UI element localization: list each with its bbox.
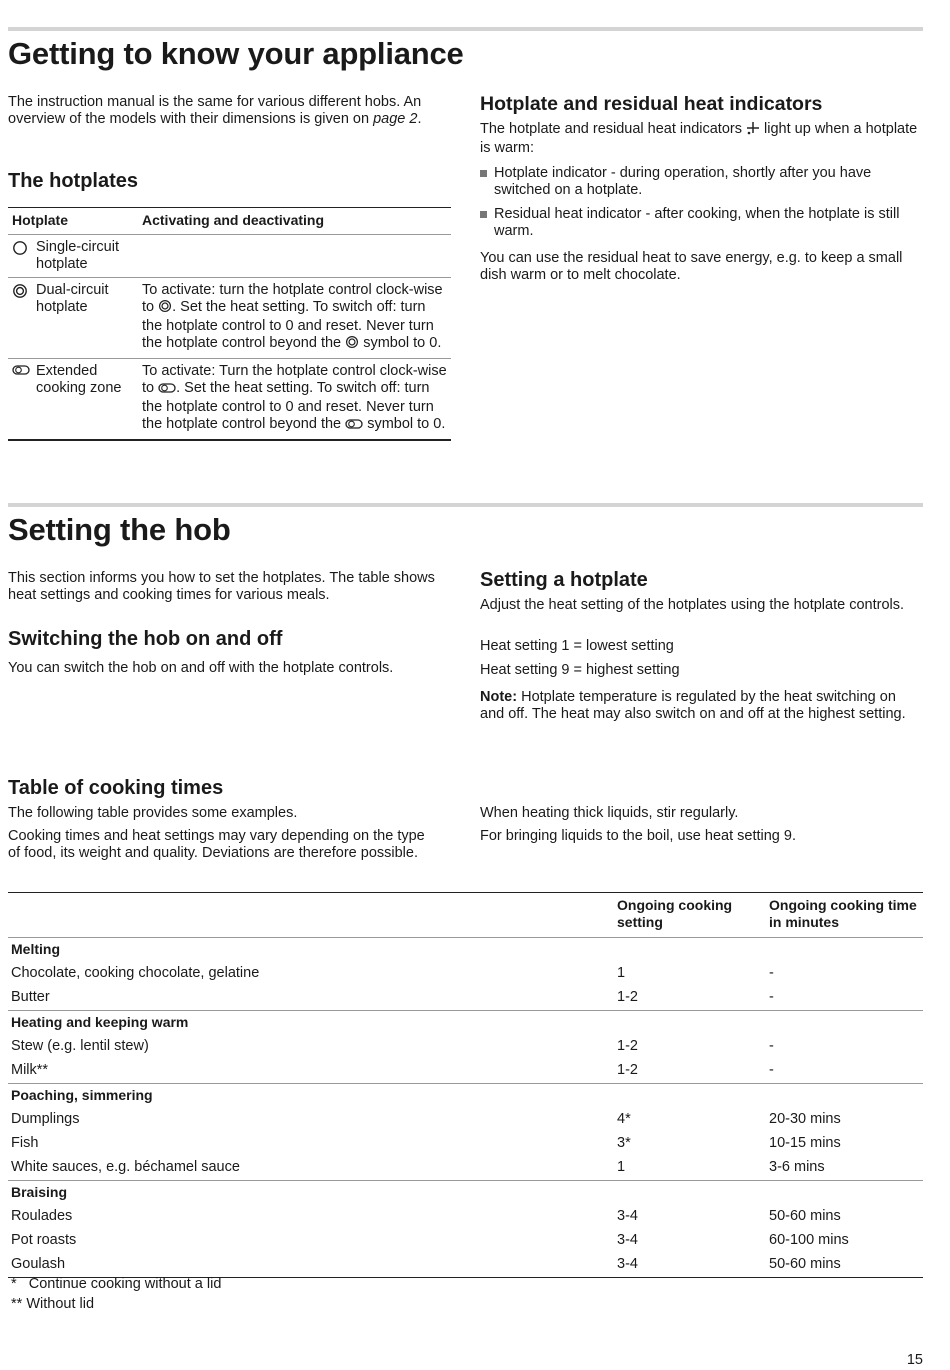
column-header-food (8, 893, 614, 938)
list-item: Hotplate indicator - during operation, shortly after you have switched on a hotplate. (480, 165, 920, 199)
residual-heat-paragraph: You can use the residual heat to save energy, e.g. to keep a small dish warm or to melt chocolate. (480, 250, 903, 283)
intro-paragraph: The instruction manual is the same for various different hobs. An overview of the models with their dimensions is given on page 2. (8, 94, 422, 127)
section-rule (8, 503, 923, 507)
residual-heat-indicator-icon (746, 121, 760, 140)
cooking-times-heading: Table of cooking times (8, 777, 224, 799)
page-reference: page 2 (373, 111, 418, 127)
bullet-square-icon (480, 170, 487, 177)
category-row: Braising (11, 1184, 68, 1200)
table-row (8, 278, 451, 359)
table-row: Stew (e.g. lentil stew) 1-2 - (11, 1038, 774, 1054)
dual-circuit-icon (12, 282, 36, 316)
section-rule (8, 27, 923, 31)
table-row: Chocolate, cooking chocolate, gelatine 1 - (11, 965, 774, 981)
table-row: Roulades 3-4 50-60 mins (11, 1208, 841, 1224)
section-title-appliance: Getting to know your appliance (8, 36, 464, 71)
section-intro: This section informs you how to set the hotplates. The table shows heat settings and cooking times for various meals. (8, 570, 435, 603)
switching-heading: Switching the hob on and off (8, 628, 283, 650)
column-header-hotplate: Hotplate (8, 208, 138, 235)
category-row: Melting (11, 941, 60, 957)
category-row: Poaching, simmering (11, 1087, 153, 1103)
table-header-row (8, 208, 451, 235)
single-circuit-icon (12, 239, 36, 273)
setting-paragraph: Adjust the heat setting of the hotplates using the hotplate controls. (480, 597, 905, 613)
table-row: Butter 1-2 - (8, 986, 923, 1011)
hotplate-description (138, 235, 451, 278)
bullet-square-icon (480, 211, 487, 218)
table-row (8, 359, 451, 441)
list-item: Residual heat indicator - after cooking, when the hotplate is still warm. (480, 206, 920, 240)
switching-paragraph: You can switch the hob on and off with the hotplate controls. (8, 660, 394, 676)
table-header-row (8, 893, 923, 938)
heat-setting-highest: Heat setting 9 = highest setting (480, 662, 680, 678)
table-row (8, 235, 451, 278)
extended-zone-icon (345, 418, 363, 435)
hotplate-description: To activate: turn the hotplate control clock-wise to . Set the heat setting. To switch off: turn the hotplate control to 0 and reset. Never turn the hotplate control beyond the symbol to 0. (138, 278, 451, 359)
cooking-times-paragraph: The following table provides some examples. (8, 805, 298, 821)
table-row: Pot roasts 3-4 60-100 mins (11, 1232, 849, 1248)
hotplate-name: Dual-circuit hotplate (36, 282, 109, 315)
boiling-tip: For bringing liquids to the boil, use heat setting 9. (480, 828, 796, 844)
indicators-paragraph: The hotplate and residual heat indicators light up when a hotplate is warm: (480, 121, 918, 156)
category-row: Heating and keeping warm (11, 1014, 189, 1030)
extended-zone-icon (158, 382, 176, 399)
extended-zone-icon (12, 363, 36, 397)
dual-circuit-icon (158, 299, 172, 318)
table-row: Milk** 1-2 - (8, 1059, 923, 1084)
hotplate-name: Single-circuit hotplate (36, 239, 119, 272)
setting-hotplate-heading: Setting a hotplate (480, 569, 648, 591)
table-row: Fish 3* 10-15 mins (11, 1135, 841, 1151)
column-header-setting: Ongoing cooking setting (614, 893, 766, 938)
section-title-setting-hob: Setting the hob (8, 512, 231, 547)
dual-circuit-icon (345, 335, 359, 354)
cooking-times-table (8, 892, 923, 1278)
table-row: Dumplings 4* 20-30 mins (11, 1111, 841, 1127)
table-row: Goulash 3-4 50-60 mins (8, 1253, 923, 1278)
column-header-time: Ongoing cooking time in minutes (766, 893, 923, 938)
column-header-activating: Activating and deactivating (138, 208, 451, 235)
note-paragraph: Note: Hotplate temperature is regulated by the heat switching on and off. The heat may also switch on and off at the highest setting. (480, 689, 906, 722)
hotplate-name: Extended cooking zone (36, 363, 122, 396)
indicators-bullet-list (480, 165, 920, 247)
indicators-heading: Hotplate and residual heat indicators (480, 93, 823, 115)
footnote-no-lid-continue: * Continue cooking without a lid (11, 1276, 222, 1292)
hotplate-description: To activate: Turn the hotplate control clock-wise to . Set the heat setting. To switch off: turn the hotplate control to 0 and reset. Never turn the hotplate control beyond the symbol to 0. (138, 359, 451, 441)
footnote-without-lid: ** Without lid (11, 1296, 95, 1312)
hotplates-table (8, 207, 451, 441)
page-number: 15 (906, 1352, 923, 1368)
thick-liquids-tip: When heating thick liquids, stir regularly. (480, 805, 739, 821)
hotplates-heading: The hotplates (8, 170, 139, 192)
cooking-times-paragraph: Cooking times and heat settings may vary depending on the type of food, its weight and quality. Deviations are therefore possible. (8, 828, 425, 861)
note-label: Note: (480, 689, 518, 705)
heat-setting-lowest: Heat setting 1 = lowest setting (480, 638, 674, 654)
table-row: White sauces, e.g. béchamel sauce 1 3-6 mins (8, 1156, 923, 1181)
